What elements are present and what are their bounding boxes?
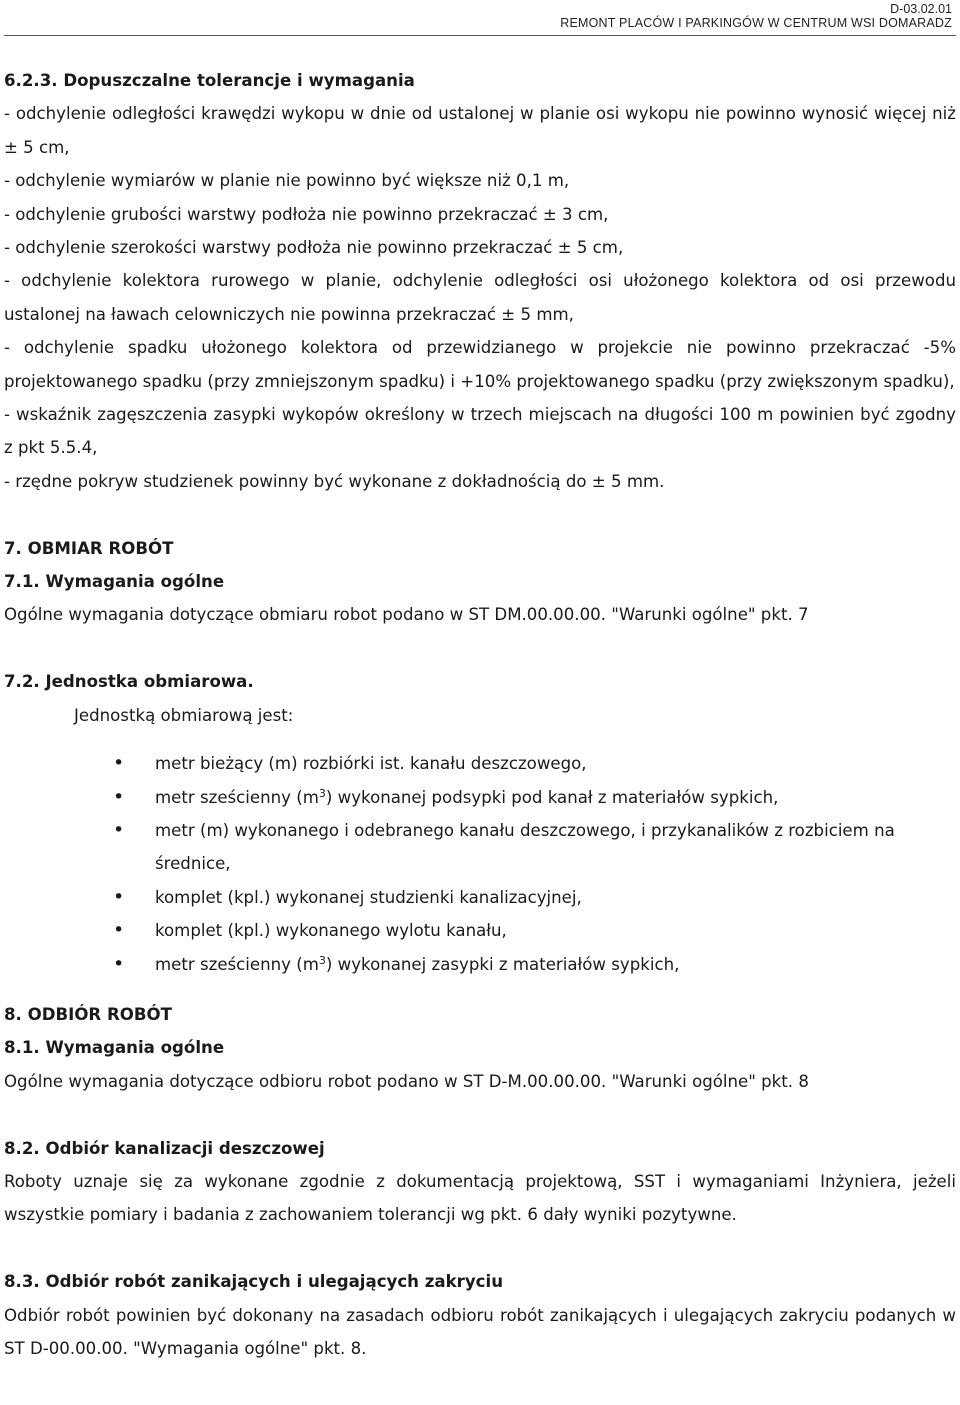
spacer — [4, 1098, 956, 1131]
section-7-1-heading: 7.1. Wymagania ogólne — [4, 572, 225, 592]
unit-item — [4, 914, 956, 947]
unit-item — [4, 814, 956, 881]
section-7-heading: 7. OBMIAR ROBÓT — [4, 538, 174, 558]
section-8-2-heading: 8.2. Odbiór kanalizacji deszczowej — [4, 1138, 325, 1158]
spacer — [4, 632, 956, 665]
section-8-2-text: Roboty uznaje się za wykonane zgodnie z dokumentacją projektową, SST i wymaganiami Inżyniera, jeżeli wszystkie pomiary i badania z zachowaniem tolerancji wg pkt. 6 dały wyniki pozytywne. — [4, 1171, 956, 1225]
tolerance-item: - odchylenie kolektora rurowego w planie, odchylenie odległości osi ułożonego kolektora od osi przewodu ustalonej na ławach celowniczych nie powinna przekraczać ± 5 mm, — [4, 271, 956, 324]
header-spec-code: D-03.02.01 — [890, 2, 952, 16]
unit-item-text: komplet (kpl.) wykonanego wylotu kanału, — [155, 921, 507, 941]
unit-item-text: metr sześcienny (m — [155, 954, 319, 974]
header-project-title: REMONT PLACÓW I PARKINGÓW W CENTRUM WSI DOMARADZ — [560, 16, 952, 30]
unit-item-text: komplet (kpl.) wykonanej studzienki kanalizacyjnej, — [155, 887, 582, 907]
unit-item-text: metr sześcienny (m — [155, 787, 319, 807]
unit-superscript: 3 — [318, 953, 326, 967]
unit-item-text: ) wykonanej zasypki z materiałów sypkich, — [325, 954, 680, 974]
unit-item — [4, 747, 956, 780]
units-list — [4, 747, 956, 981]
units-intro: Jednostką obmiarową jest: — [74, 705, 294, 725]
tolerance-item: - odchylenie wymiarów w planie nie powinno być większe niż 0,1 m, — [4, 171, 570, 191]
tolerance-item: - rzędne pokryw studzienek powinny być wykonane z dokładnością do ± 5 mm. — [4, 471, 665, 491]
unit-item — [4, 781, 956, 814]
unit-item-text: metr (m) wykonanego i odebranego kanału deszczowego, i przykanalików z rozbiciem na średnice, — [155, 820, 895, 874]
tolerances-heading: 6.2.3. Dopuszczalne tolerancje i wymagania — [4, 71, 415, 90]
section-7-2-heading: 7.2. Jednostka obmiarowa. — [4, 672, 254, 692]
section-8-1-heading: 8.1. Wymagania ogólne — [4, 1038, 225, 1058]
unit-item-text: ) wykonanej podsypki pod kanał z materiałów sypkich, — [325, 787, 779, 807]
header-divider — [4, 35, 956, 36]
unit-item — [4, 948, 956, 981]
unit-superscript: 3 — [318, 786, 326, 800]
document-body — [4, 64, 956, 1365]
tolerance-item: - wskaźnik zagęszczenia zasypki wykopów określony w trzech miejscach na długości 100 m powinien być zgodny z pkt 5.5.4, — [4, 405, 956, 458]
unit-item-text: metr bieżący (m) rozbiórki ist. kanału deszczowego, — [155, 754, 587, 774]
section-7-1-text: Ogólne wymagania dotyczące obmiaru robot podano w ST DM.00.00.00. "Warunki ogólne" pkt. 7 — [4, 605, 809, 625]
tolerance-item: - odchylenie grubości warstwy podłoża nie powinno przekraczać ± 3 cm, — [4, 204, 609, 224]
spacer — [4, 498, 956, 531]
tolerance-item: - odchylenie spadku ułożonego kolektora od przewidzianego w projekcie nie powinno przekraczać -5% projektowanego spadku (przy zmniejszonym spadku) i +10% projektowanego spadku (przy zwiększonym spadku), — [4, 338, 956, 391]
section-8-1-text: Ogólne wymagania dotyczące odbioru robot podano w ST D-M.00.00.00. "Warunki ogólne" pkt. 8 — [4, 1071, 809, 1091]
section-8-3-heading: 8.3. Odbiór robót zanikających i ulegających zakryciu — [4, 1272, 504, 1292]
unit-item — [4, 881, 956, 914]
section-8-heading: 8. ODBIÓR ROBÓT — [4, 1004, 172, 1024]
section-8-3-text: Odbiór robót powinien być dokonany na zasadach odbioru robót zanikających i ulegających zakryciu podanych w ST D-00.00.00. "Wymagania ogólne" pkt. 8. — [4, 1305, 956, 1358]
tolerance-item: - odchylenie odległości krawędzi wykopu w dnie od ustalonej w planie osi wykopu nie powinno wynosić więcej niż ± 5 cm, — [4, 104, 956, 157]
spacer — [4, 1232, 956, 1265]
tolerance-item: - odchylenie szerokości warstwy podłoża nie powinno przekraczać ± 5 cm, — [4, 238, 624, 258]
